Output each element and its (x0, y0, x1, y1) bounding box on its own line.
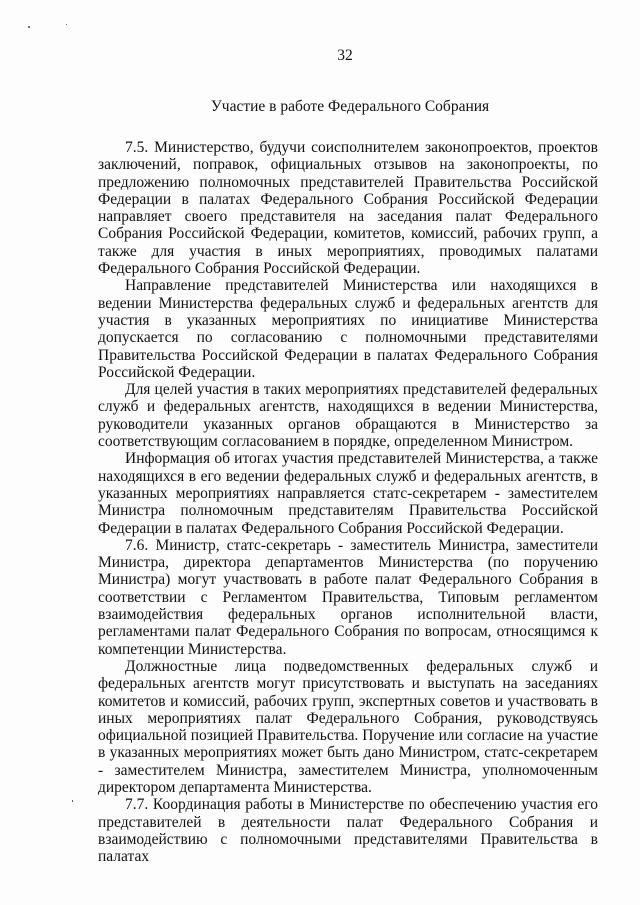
page-number: 32 (337, 47, 353, 64)
document-body (98, 139, 598, 865)
paragraph-participation-purposes: Для целей участия в таких мероприятиях представителей федеральных служб и федеральных агентств, находящихся в ведении Министерства, руководители указанных органов обращаются в Министерство за соответствующим согласованием в порядке, определенном Министром. (98, 381, 598, 451)
paragraph-7-5: 7.5. Министерство, будучи соисполнителем законопроектов, проектов заключений, поправок, официальных отзывов на законопроекты, по предложению полномочных представителей Правительства Российской Федерации в палатах Федерального Собрания Российской Федерации направляет своего представителя на заседания палат Федерального Собрания Российской Федерации, комитетов, комиссий, рабочих групп, а также для участия в иных мероприятиях, проводимых палатами Федерального Собрания Российской Федерации. (98, 139, 598, 278)
paragraph-7-6: 7.6. Министр, статс-секретарь - заместитель Министра, заместители Министра, директора департаментов Министерства (по поручению Министра) могут участвовать в работе палат Федерального Собрания в соответствии с Регламентом Правительства, Типовым регламентом взаимодействия федеральных органов исполнительной власти, регламентами палат Федерального Собрания по вопросам, относящимся к компетенции Министерства. (98, 536, 598, 658)
paragraph-participation-results: Информация об итогах участия представителей Министерства, а также находящихся в его ведении федеральных служб и федеральных агентств, в указанных мероприятиях направляется статс-секретарем - заместителем Министра полномочным представителям Правительства Российской Федерации в палатах Федерального Собрания Российской Федерации. (98, 450, 598, 537)
paragraph-7-7: 7.7. Координация работы в Министерстве по обеспечению участия его представителей в деятельности палат Федерального Собрания и взаимодействию с полномочными представителями Правительства в палатах (98, 796, 598, 866)
section-heading: Участие в работе Федерального Собрания (210, 98, 490, 115)
scan-speck (72, 800, 73, 802)
scan-speck (28, 26, 30, 28)
scan-speck (66, 24, 67, 25)
paragraph-officials: Должностные лица подведомственных федеральных служб и федеральных агентств могут присутствовать и выступать на заседаниях комитетов и комиссий, рабочих групп, экспертных советов и участвовать в иных мероприятиях палат Федерального Собрания, руководствуясь официальной позицией Правительства. Поручение или согласие на участие в указанных мероприятиях может быть дано Министром, статс-секретарем - заместителем Министра, заместителем Министра, уполномоченным директором департамента Министерства. (98, 657, 598, 796)
paragraph-representatives-direction: Направление представителей Министерства или находящихся в ведении Министерства федеральных служб и федеральных агентств для участия в указанных мероприятиях по инициативе Министерства допускается по согласованию с полномочными представителями Правительства Российской Федерации в палатах Федерального Собрания Российской Федерации. (98, 277, 598, 381)
